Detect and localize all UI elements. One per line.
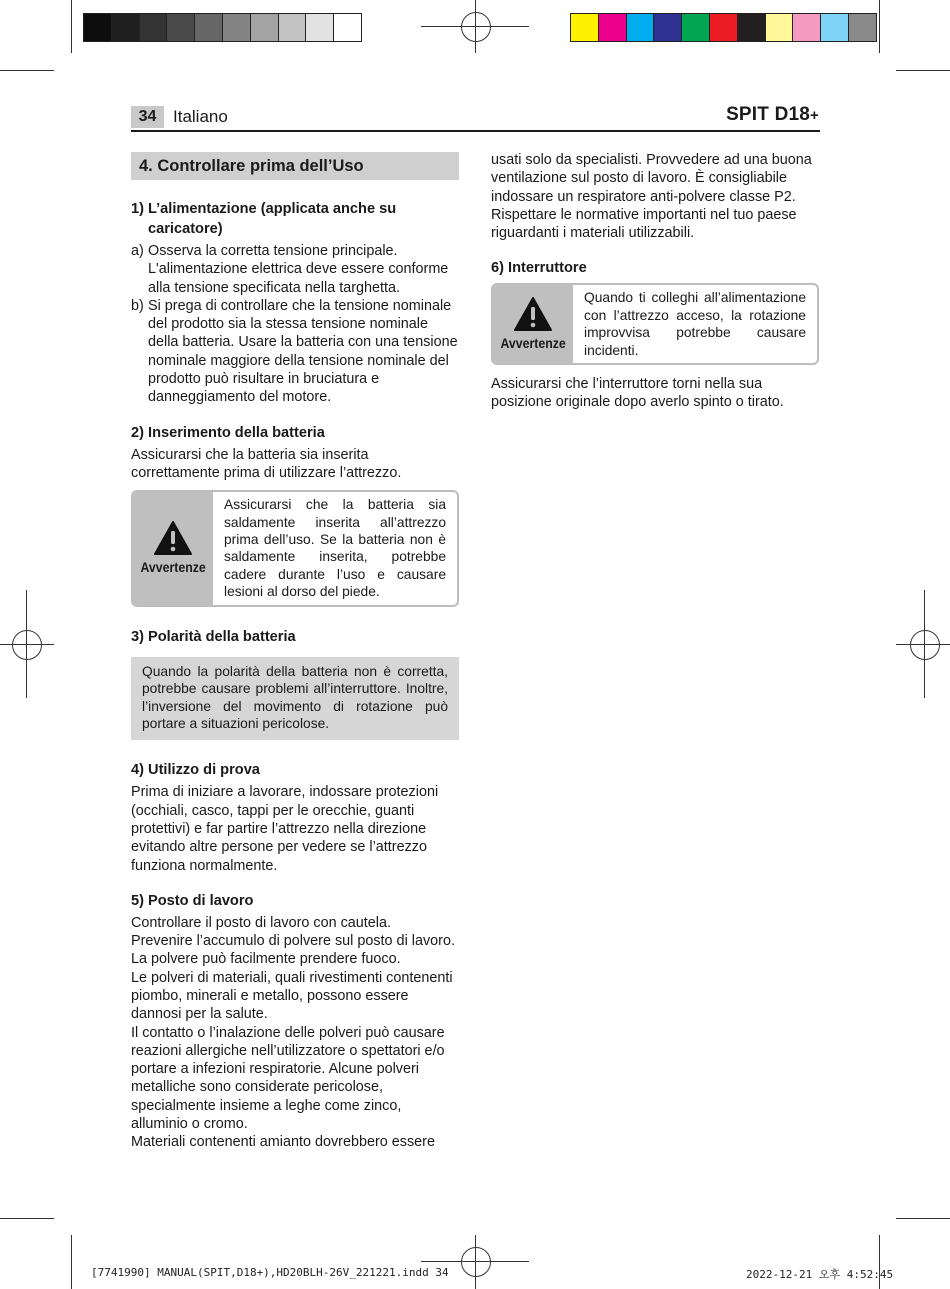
list-label: a) [131, 243, 144, 259]
color-swatch [627, 14, 655, 41]
subsection-4-text: Prima di iniziare a lavorare, indossare protezioni (occhiali, casco, tappi per le orecchie, guanti protettivi) e far partire l’attrezzo nella direzione evitando altre persone per vedere se l’attrezzo funziona normalmente. [131, 784, 439, 874]
language-label: Italiano [173, 107, 228, 126]
crop-mark [0, 70, 54, 71]
color-swatch [793, 14, 821, 41]
color-swatch [571, 14, 599, 41]
footer-file-info: [7741990] MANUAL(SPIT,D18+),HD20BLH-26V_221221.indd 34 [91, 1266, 449, 1279]
color-swatch [223, 14, 251, 41]
paragraph: Controllare il posto di lavoro con cautela. [131, 914, 391, 931]
color-swatch [682, 14, 710, 41]
color-swatch [140, 14, 168, 41]
crop-mark [71, 1235, 72, 1289]
crop-mark [896, 70, 950, 71]
process-color-bar [570, 13, 877, 42]
right-column [491, 151, 819, 412]
color-swatch [112, 14, 140, 41]
paragraph: Materiali contenenti amianto dovrebbero essere [131, 1134, 435, 1151]
list-item [131, 297, 459, 407]
subsection-2-text: Assicurarsi che la batteria sia inserita correttamente prima di utilizzare l’attrezzo. [131, 446, 402, 481]
warning-box [491, 283, 819, 365]
page-number: 34 [131, 106, 164, 128]
color-swatch [167, 14, 195, 41]
crop-mark [879, 0, 880, 53]
paragraph: Prevenire l’accumulo di polvere sul posto di lavoro. La polvere può facilmente prendere fuoco. [131, 933, 455, 968]
warning-label: Avvertenze [140, 559, 206, 576]
warning-icon [513, 296, 553, 332]
color-swatch [306, 14, 334, 41]
subsection-1-title [131, 199, 459, 239]
subsection-3-title: 3) Polarità della batteria [131, 628, 296, 645]
color-swatch [738, 14, 766, 41]
grayscale-color-bar [83, 13, 362, 42]
color-swatch [279, 14, 307, 41]
crop-mark [71, 0, 72, 53]
list-label: b) [131, 297, 144, 314]
warning-text: Quando ti colleghi all’alimentazione con l’attrezzo acceso, la rotazione improvvisa potrebbe causare incidenti. [584, 290, 806, 358]
brand-name: SPIT D18 [726, 104, 811, 125]
warning-box [131, 490, 459, 606]
color-swatch [849, 14, 876, 41]
crop-mark [896, 1218, 950, 1219]
subsection-4-title: 4) Utilizzo di prova [131, 762, 260, 779]
color-swatch [821, 14, 849, 41]
left-column [131, 152, 459, 1152]
color-swatch [195, 14, 223, 41]
crop-mark [0, 1218, 54, 1219]
color-swatch [710, 14, 738, 41]
footer-timestamp: 2022-12-21 오후 4:52:45 [746, 1268, 894, 1281]
list-item [131, 242, 459, 297]
paragraph-continued: usati solo da specialisti. Provvedere ad una buona ventilazione sul posto di lavoro. È consigliabile indossare un respiratore anti-polvere classe P2. Rispettare le normative importanti nel tuo paese riguardanti i materiali utilizzabili. [491, 152, 812, 242]
color-swatch [84, 14, 112, 41]
subsection-number: 1) [131, 201, 144, 217]
warning-icon [153, 520, 193, 556]
subsection-6-text: Assicurarsi che l’interruttore torni nella sua posizione originale dopo averlo spinto o tirato. [491, 376, 784, 411]
subsection-6-title: 6) Interruttore [491, 260, 587, 277]
warning-label: Avvertenze [500, 335, 566, 352]
color-swatch [251, 14, 279, 41]
paragraph: Le polveri di materiali, quali rivestimenti contenenti piombo, minerali e metallo, possono essere dannosi per la salute. [131, 969, 453, 1023]
paragraph: Il contatto o l’inalazione delle polveri può causare reazioni allergiche nell’utilizzatore o spettatori e/o portare a infezioni respiratorie. Alcune polveri metalliche sono considerate pericolose, specialmente insieme a leghe come zinco, alluminio o cromo. [131, 1024, 445, 1133]
subsection-2-title: 2) Inserimento della batteria [131, 424, 325, 441]
warning-text: Assicurarsi che la batteria sia saldamente inserita all’attrezzo prima dell’uso. Se la batteria non è saldamente inserita, potrebbe cadere durante l’uso e causare lesioni al dorso del piede. [224, 497, 446, 600]
brand-title [726, 104, 819, 126]
color-swatch [766, 14, 794, 41]
note-box: Quando la polarità della batteria non è corretta, potrebbe causare problemi all’interruttore. Inoltre, l’inversione del movimento di rotazione può portare a situazioni pericolose. [131, 657, 459, 741]
color-swatch [654, 14, 682, 41]
list-text: Osserva la corretta tensione principale. L'alimentazione elettrica deve essere conforme alla tensione specificata nella targhetta. [148, 243, 449, 296]
section-title: 4. Controllare prima dell’Uso [131, 152, 459, 180]
subsection-5-title: 5) Posto di lavoro [131, 892, 254, 909]
header-rule [131, 130, 820, 132]
brand-plus: + [810, 107, 819, 124]
list-text: Si prega di controllare che la tensione nominale del prodotto sia la stessa tensione nominale della batteria. Usare la batteria con una tensione nominale maggiore della tensione nominale del prodotto può risultare in bruciatura e danneggiamento del motore. [148, 297, 458, 406]
warning-side [493, 285, 573, 363]
color-swatch [599, 14, 627, 41]
warning-side [133, 492, 213, 604]
subsection-title-text: L’alimentazione (applicata anche su caricatore) [148, 201, 397, 237]
color-swatch [334, 14, 361, 41]
